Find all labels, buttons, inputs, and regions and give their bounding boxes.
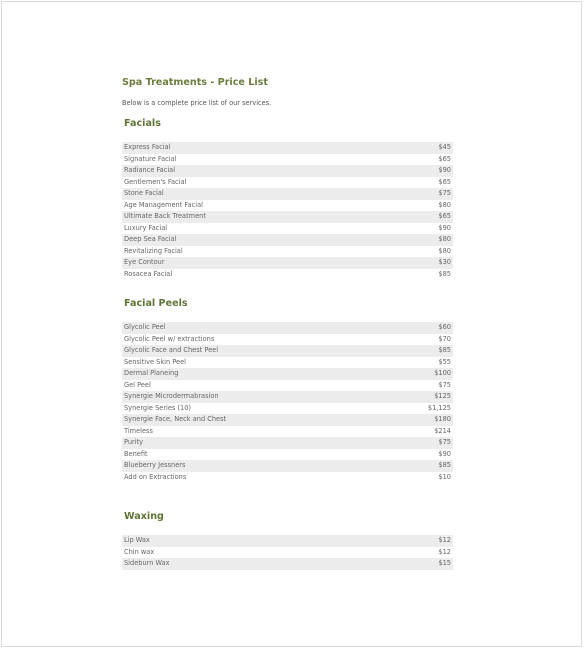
service-price: $12 <box>438 547 451 556</box>
price-row <box>122 380 453 392</box>
service-price: $12 <box>438 536 451 544</box>
price-table-waxing <box>122 535 453 570</box>
price-row <box>122 200 453 212</box>
service-price: $85 <box>438 269 451 278</box>
price-row <box>122 460 453 472</box>
service-name: Purity <box>124 438 144 446</box>
service-price: $75 <box>438 438 451 446</box>
document-intro: Below is a complete price list of our services. <box>122 99 272 107</box>
service-name: Luxury Facial <box>124 223 168 232</box>
service-name: Chin wax <box>124 547 155 556</box>
price-row <box>122 165 453 177</box>
price-row <box>122 414 453 426</box>
service-name: Synergie Face, Neck and Chest <box>124 415 227 423</box>
service-name: Signature Facial <box>124 154 177 163</box>
service-name: Sensitive Skin Peel <box>124 357 186 366</box>
service-price: $85 <box>438 346 451 354</box>
document-content <box>122 76 453 570</box>
service-price: $100 <box>434 369 451 377</box>
service-price: $1,125 <box>427 403 451 412</box>
service-price: $55 <box>438 357 451 366</box>
price-row <box>122 142 453 154</box>
service-price: $75 <box>438 189 451 197</box>
service-name: Synergie Series (10) <box>124 403 191 412</box>
service-name: Timeless <box>124 426 153 435</box>
document-page <box>1 1 582 647</box>
service-price: $10 <box>438 472 451 481</box>
price-row <box>122 177 453 189</box>
price-table-facial-peels <box>122 322 453 483</box>
price-row <box>122 211 453 223</box>
service-name: Eye Contour <box>124 258 165 266</box>
price-row <box>122 223 453 235</box>
price-row <box>122 472 453 484</box>
price-row <box>122 234 453 246</box>
price-row <box>122 368 453 380</box>
service-price: $85 <box>438 461 451 469</box>
service-price: $75 <box>438 380 451 389</box>
price-row <box>122 257 453 269</box>
price-row <box>122 269 453 281</box>
document-title: Spa Treatments - Price List <box>122 77 268 88</box>
service-name: Stone Facial <box>124 189 164 197</box>
price-row <box>122 357 453 369</box>
price-row <box>122 426 453 438</box>
section-title-facial-peels: Facial Peels <box>124 298 188 309</box>
service-name: Age Management Facial <box>124 200 203 209</box>
service-name: Glycolic Peel <box>124 323 166 331</box>
service-name: Gel Peel <box>124 380 151 389</box>
price-row <box>122 547 453 559</box>
price-row <box>122 334 453 346</box>
price-row <box>122 345 453 357</box>
service-name: Glycolic Peel w/ extractions <box>124 334 215 343</box>
service-price: $80 <box>438 200 451 209</box>
service-name: Sideburn Wax <box>124 559 170 567</box>
service-name: Radiance Facial <box>124 166 176 174</box>
price-row <box>122 391 453 403</box>
service-price: $90 <box>438 223 451 232</box>
price-row <box>122 246 453 258</box>
price-table-facials <box>122 142 453 280</box>
service-name: Gentlemen's Facial <box>124 177 187 186</box>
price-row <box>122 437 453 449</box>
price-row <box>122 403 453 415</box>
price-row <box>122 449 453 461</box>
service-price: $65 <box>438 212 451 220</box>
service-price: $60 <box>438 323 451 331</box>
service-price: $80 <box>438 246 451 255</box>
service-price: $125 <box>434 392 451 400</box>
service-name: Revitalizing Facial <box>124 246 183 255</box>
section-title-facials: Facials <box>124 118 161 129</box>
service-price: $90 <box>438 166 451 174</box>
section-title-waxing: Waxing <box>124 511 164 522</box>
service-price: $80 <box>438 235 451 243</box>
service-name: Ultimate Back Treatment <box>124 212 206 220</box>
service-price: $15 <box>438 559 451 567</box>
price-row <box>122 535 453 547</box>
service-price: $214 <box>434 426 451 435</box>
price-row <box>122 558 453 570</box>
service-name: Deep Sea Facial <box>124 235 177 243</box>
service-name: Rosacea Facial <box>124 269 173 278</box>
service-name: Add on Extractions <box>124 472 187 481</box>
service-price: $65 <box>438 177 451 186</box>
service-name: Glycolic Face and Chest Peel <box>124 346 219 354</box>
service-price: $65 <box>438 154 451 163</box>
service-name: Dermal Planeing <box>124 369 179 377</box>
service-name: Blueberry Jessners <box>124 461 186 469</box>
service-name: Synergie Microdermabrasion <box>124 392 219 400</box>
price-row <box>122 188 453 200</box>
service-price: $90 <box>438 449 451 458</box>
service-name: Benefit <box>124 449 148 458</box>
service-price: $30 <box>438 258 451 266</box>
service-price: $180 <box>434 415 451 423</box>
service-price: $45 <box>438 143 451 151</box>
service-price: $70 <box>438 334 451 343</box>
service-name: Express Facial <box>124 143 171 151</box>
price-row <box>122 154 453 166</box>
service-name: Lip Wax <box>124 536 150 544</box>
price-row <box>122 322 453 334</box>
